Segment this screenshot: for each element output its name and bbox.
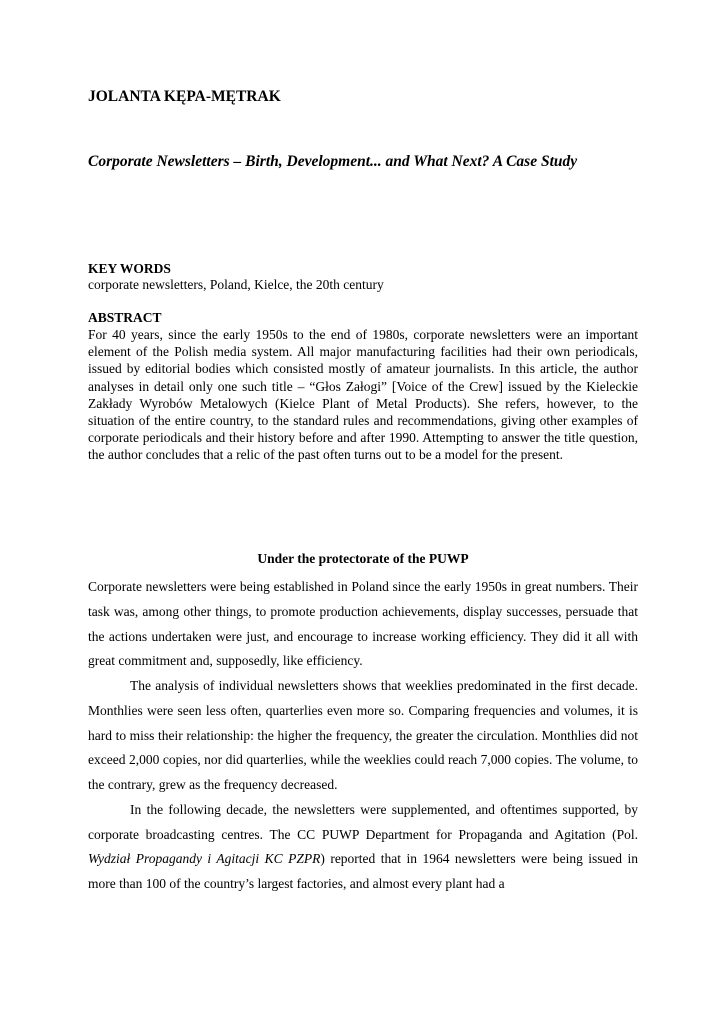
- abstract-text: For 40 years, since the early 1950s to the end of 1980s, corporate newsletters were an important element of the Polish media system. All major manufacturing facilities had their own periodicals, issued by editorial bodies which consisted mostly of amateur journalists. In this article, the author analyses in detail only one such title – “Głos Załogi” [Voice of the Crew] issued by the Kieleckie Zakłady Wyrobów Metalowych (Kielce Plant of Metal Products). She refers, however, to the situation of the entire country, to the standard rules and recommendations, giving other examples of corporate periodicals and their history before and after 1990. Attempting to answer the title question, the author concludes that a relic of the past often turns out to be a model for the present.: [88, 327, 638, 463]
- paragraph-3: [88, 798, 638, 897]
- abstract-heading: ABSTRACT: [88, 310, 162, 325]
- author-name: JOLANTA KĘPA-MĘTRAK: [88, 88, 281, 105]
- keywords-heading: KEY WORDS: [88, 261, 171, 276]
- paragraph-3-start: In the following decade, the newsletters were supplemented, and oftentimes supported, by corporate broadcasting centres. The CC PUWP Department for Propaganda and Agitation (Pol.: [88, 801, 638, 842]
- paragraph-3-end: ) reported that in 1964 newsletters were being issued in more than 100 of the country’s largest factories, and almost every plant had a: [88, 851, 639, 891]
- paragraph-3-italic: Wydział Propagandy i Agitacji KC PZPR: [88, 851, 321, 867]
- paragraph-2: The analysis of individual newsletters shows that weeklies predominated in the first decade. Monthlies were seen less often, quarterlies even more so. Comparing frequencies and volumes, it is hard to miss their relationship: the higher the frequency, the greater the circulation. Monthlies did not exceed 2,000 copies, nor did quarterlies, while the weeklies could reach 7,000 copies. The volume, to the contrary, grew as the frequency decreased.: [88, 678, 638, 792]
- section-heading: Under the protectorate of the PUWP: [257, 551, 469, 566]
- paper-title: Corporate Newsletters – Birth, Development... and What Next? A Case Study: [88, 153, 578, 170]
- keywords-text: corporate newsletters, Poland, Kielce, the 20th century: [88, 277, 384, 292]
- body-text: [88, 575, 638, 897]
- paragraph-1: Corporate newsletters were being established in Poland since the early 1950s in great numbers. Their task was, among other things, to promote production achievements, display successes, persuade that the actions undertaken were just, and encourage to increase working efficiency. They did it all with great commitment and, supposedly, like efficiency.: [88, 579, 638, 669]
